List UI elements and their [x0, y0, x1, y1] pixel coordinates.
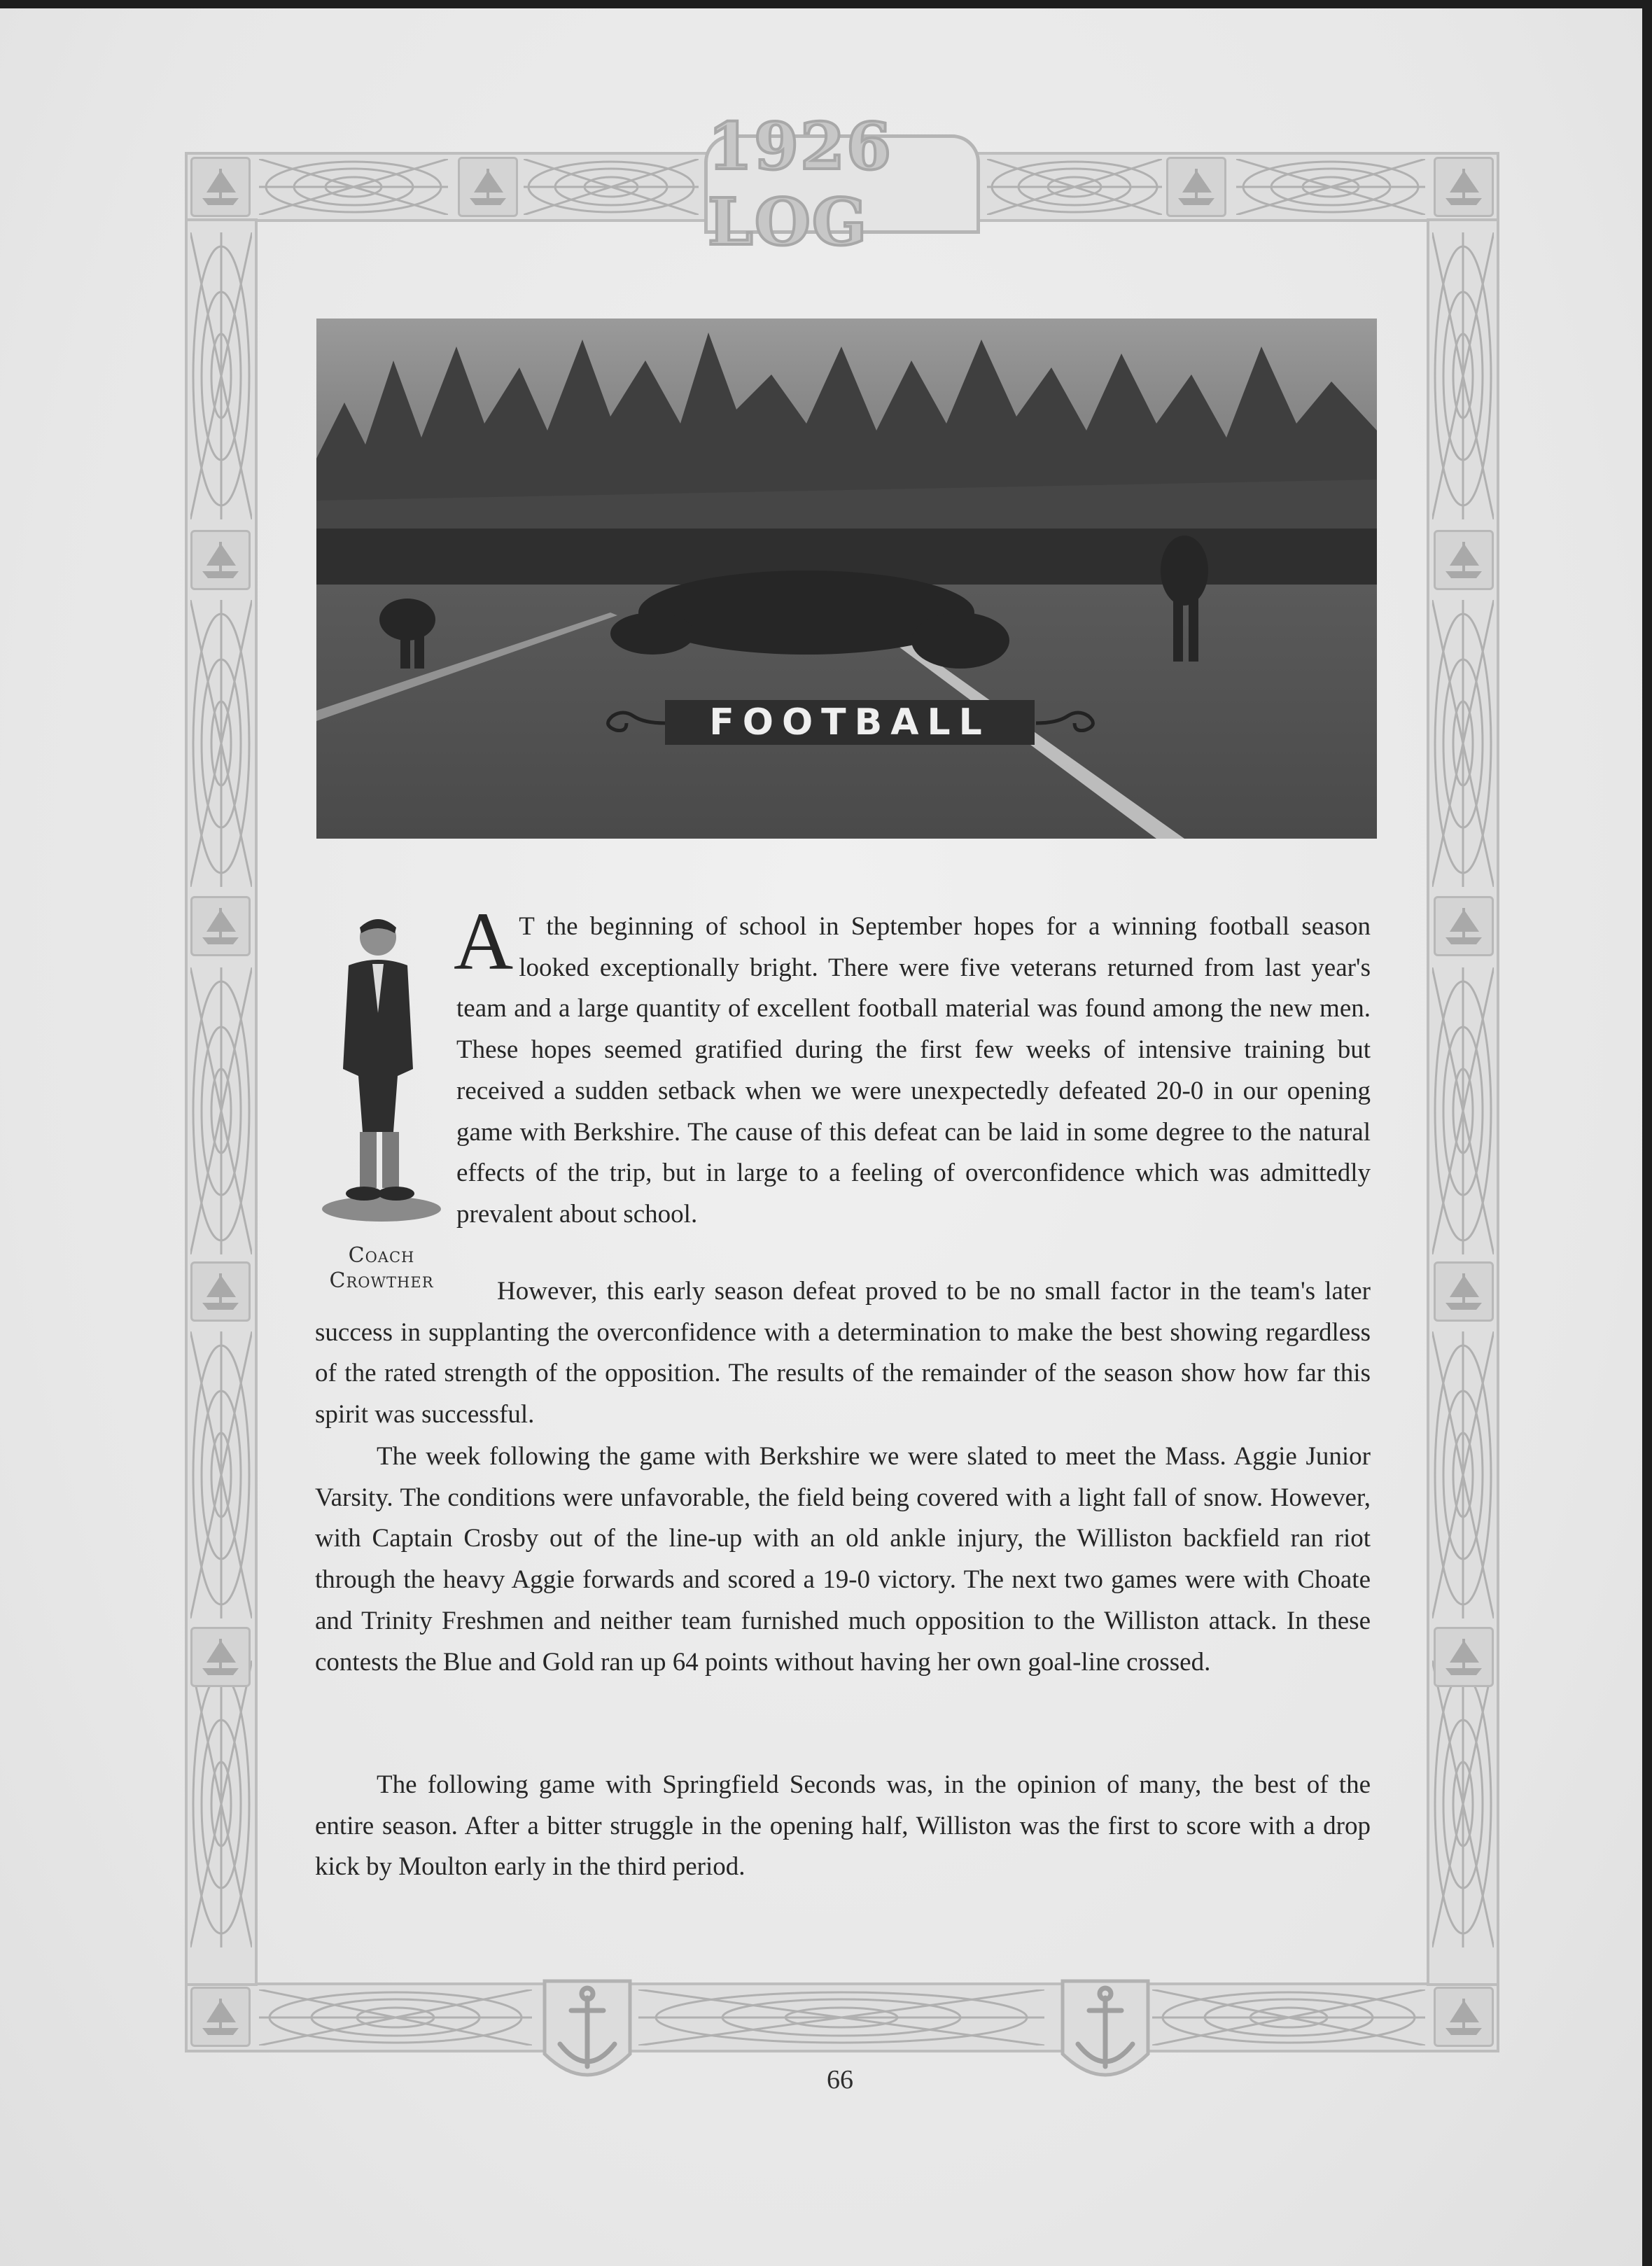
ship-emblem-icon: [190, 896, 251, 956]
spider-web-ornament: [1236, 159, 1425, 215]
scroll-flourish-right-icon: [1036, 706, 1106, 741]
ship-emblem-icon: [190, 1261, 251, 1322]
coach-caption-name: Crowther: [329, 1268, 434, 1293]
football-game-photo: [316, 319, 1377, 839]
spider-web-ornament: [259, 1989, 532, 2045]
ship-emblem-icon: [1434, 530, 1494, 590]
ship-emblem-icon: [190, 157, 251, 217]
ship-emblem-icon: [1434, 157, 1494, 217]
spider-web-ornament: [1152, 1989, 1425, 2045]
ship-emblem-icon: [1434, 1987, 1494, 2047]
yearbook-title-plaque: [704, 109, 980, 260]
spider-web-ornament: [1432, 600, 1494, 887]
spider-web-ornament: [190, 600, 252, 887]
ship-emblem-icon: [458, 157, 518, 217]
ship-emblem-icon: [1166, 157, 1226, 217]
ship-emblem-icon: [1434, 1261, 1494, 1322]
spider-web-ornament: [190, 232, 252, 519]
anchor-shield-icon: [540, 1977, 634, 2094]
coach-portrait: [315, 908, 448, 1223]
ship-emblem-icon: [190, 1627, 251, 1687]
section-title-banner: [665, 700, 1035, 745]
article-paragraph: [454, 895, 1371, 1236]
ship-emblem-icon: [1434, 896, 1494, 956]
spider-web-ornament: [1432, 1660, 1494, 1947]
anchor-shield-icon: [1058, 1977, 1152, 2094]
spider-web-ornament: [987, 159, 1162, 215]
article-paragraph-text: T the beginning of school in September hopes for a winning football season looked exceptionally bright. There were five veterans returned from last year's team and a large quantity of excellent football material was found among the new men. These hopes seemed gratified during the first few weeks of intensive training but received a sudden setback when we were unexpectedly defeated 20-0 in our opening game with Berkshire. The cause of this defeat can be laid in some degree to the natural effects of the trip, but in large to a feeling of overconfidence which was admittedly prevalent about school.: [456, 912, 1371, 1229]
article-paragraph: The week following the game with Berkshire we were slated to meet the Mass. Aggie Junior Varsity. The conditions were unfavorable, the field being covered with a light fall of snow. However, with Captain Crosby out of the line-up with an old ankle injury, the Williston backfield ran riot through the heavy Aggie forwards and scored a 19-0 victory. The next two games were with Choate and Trinity Freshmen and neither team furnished much opposition to the Williston attack. In these contests the Blue and Gold ran up 64 points without having her own goal-line crossed.: [315, 1442, 1371, 1677]
spider-web-ornament: [190, 1331, 252, 1618]
yearbook-page: [0, 8, 1642, 2266]
spider-web-ornament: [1432, 1331, 1494, 1618]
article-paragraph: The following game with Springfield Seconds was, in the opinion of many, the best of the entire season. After a bitter struggle in the opening half, Williston was the first to score with a drop kick by Moulton early in the third period.: [315, 1770, 1371, 1882]
article-paragraph: However, this early season defeat proved to be no small factor in the team's later success in supplanting the overconfidence with a determination to make the best showing regardless of the rated strength of the opposition. The results of the remainder of the season show how far this spirit was successful.: [315, 1277, 1371, 1429]
scroll-flourish-left-icon: [595, 706, 665, 741]
section-title: FOOTBALL: [709, 701, 990, 743]
spider-web-ornament: [259, 159, 448, 215]
coach-caption-title: Coach: [348, 1243, 415, 1268]
spider-web-ornament: [638, 1989, 1044, 2045]
page-number: 66: [827, 2065, 853, 2094]
spider-web-ornament: [1432, 232, 1494, 519]
spider-web-ornament: [190, 967, 252, 1254]
ship-emblem-icon: [190, 530, 251, 590]
spider-web-ornament: [1432, 967, 1494, 1254]
drop-cap: A: [454, 895, 514, 987]
ship-emblem-icon: [190, 1987, 251, 2047]
spider-web-ornament: [524, 159, 699, 215]
ship-emblem-icon: [1434, 1627, 1494, 1687]
page-header-title: 1926 LOG: [708, 109, 893, 260]
spider-web-ornament: [190, 1660, 252, 1947]
